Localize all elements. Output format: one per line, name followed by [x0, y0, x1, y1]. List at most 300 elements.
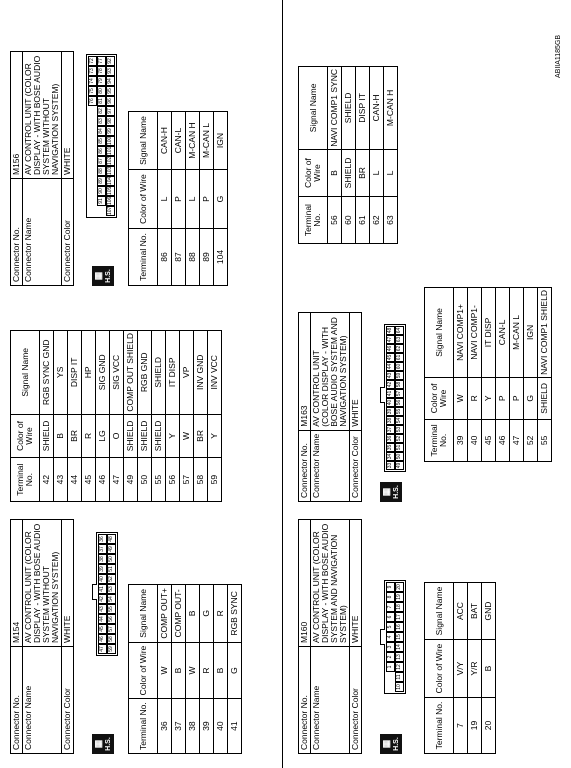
pin-cell: 8 [386, 592, 395, 602]
pin-cell: 64 [396, 327, 402, 334]
signal-name: SIG VCC [110, 331, 124, 415]
pin-cell: 86 [97, 146, 106, 156]
table-row [468, 288, 482, 462]
table-row [152, 331, 166, 502]
pin-cell: 53 [396, 426, 402, 433]
terminal-no: 49 [124, 458, 138, 502]
terminal-no: 39 [200, 699, 214, 754]
wire-color: G [228, 642, 242, 699]
signal-name: RGB SYNC [228, 585, 242, 643]
pin-cell: 48 [107, 534, 116, 544]
terminal-no: 44 [68, 458, 82, 502]
pin-cell: 4 [386, 632, 395, 642]
pin-cell: 2 [386, 652, 395, 662]
pin-cell: 39 [98, 564, 107, 574]
pin-cell: 17 [395, 612, 404, 622]
pin-cell: 41 [387, 390, 393, 397]
signal-name: RGB SYNC GND [40, 331, 54, 415]
terminal-no: 47 [510, 419, 524, 461]
pin-cell: 55 [396, 408, 402, 415]
pin-cell: 19 [395, 592, 404, 602]
signal-name: CAN-H [370, 67, 384, 150]
terminal-no-header: Terminal No. [299, 197, 328, 244]
pin-cell: 48 [387, 327, 393, 334]
pin-cell: 57 [107, 624, 116, 634]
connector-info-m156: Connector No. M156 Connector Name AV CONTROL UNIT (COLOR DISPLAY - WITH BOSE AUDIO SYSTEM WITHOUT NAVIGATION SYSTEM) Connector Color WHITE [10, 51, 74, 286]
terminal-no: 19 [468, 698, 482, 754]
pin-cell: 75 [88, 86, 97, 96]
pin-cell: 107 [107, 206, 113, 215]
pin-cell: 1 [386, 662, 395, 672]
table-row [482, 288, 496, 462]
pin-cell: 106 [107, 196, 113, 205]
table-row [510, 288, 524, 462]
terminal-no: 50 [138, 458, 152, 502]
wire-color: W [454, 377, 468, 419]
wire-color: P [510, 377, 524, 419]
terminal-no: 45 [482, 419, 496, 461]
signal-name-header: Signal Name [129, 585, 158, 643]
table-row [214, 585, 228, 754]
terminal-no: 37 [172, 699, 186, 754]
pin-cell: 51 [107, 564, 116, 574]
signal-name: M-CAN L [510, 288, 524, 378]
pin-cell: 98 [106, 116, 115, 126]
terminal-no: 42 [40, 458, 54, 502]
pin-cell: 45 [98, 624, 107, 634]
harness-side-icon: ▦ H.S. [380, 482, 402, 502]
connector-info-m160: Connector No. M160 Connector Name AV CONTROL UNIT (COLOR DISPLAY - WITH BOSE AUDIO SYSTEM AND NAVIGATION SYSTEM) Connector Color WHITE [298, 519, 362, 754]
terminal-no: 46 [496, 419, 510, 461]
signal-name: G [200, 585, 214, 643]
pin-cell: 52 [107, 574, 116, 584]
table-row [454, 583, 468, 754]
pin-cell: 38 [98, 554, 107, 564]
pin-cell: 40 [98, 574, 107, 584]
signal-name: COMP OUT- [172, 585, 186, 643]
pin-cell: 12 [395, 662, 404, 672]
connector-number: M160 [299, 520, 311, 647]
pin-cell: 93 [106, 66, 115, 76]
signal-name: HP [82, 331, 96, 415]
wire-color: G [524, 377, 538, 419]
wire-color: B [482, 640, 496, 698]
pin-cell: 79 [97, 76, 106, 86]
signal-name: CAN-L [496, 288, 510, 378]
pin-cell: 5 [386, 622, 395, 632]
connector-name: AV CONTROL UNIT (COLOR DISPLAY - WITH BOSE AUDIO SYSTEM AND NAVIGATION SYSTEM) [311, 520, 350, 647]
pin-cell: 102 [107, 156, 113, 165]
table-row [524, 288, 538, 462]
connector-panel-m156 [10, 24, 225, 286]
terminal-no: 36 [158, 699, 172, 754]
pin-cell: 37 [387, 426, 393, 433]
terminal-no: 86 [158, 229, 172, 286]
wire-color: SHIELD [538, 377, 552, 419]
wire-color: Y [482, 377, 496, 419]
pin-cell: 39 [387, 408, 393, 415]
terminal-table-m160 [424, 582, 496, 754]
wire-color: SHIELD [40, 414, 54, 458]
wire-color: B [172, 642, 186, 699]
pin-cell: 59 [107, 644, 116, 654]
pin-cell: 13 [395, 652, 404, 662]
signal-name: COMP OUT+ [158, 585, 172, 643]
table-row [68, 331, 82, 502]
pin-cell: 6 [386, 612, 395, 622]
signal-name: DISP IT [356, 67, 370, 150]
pin-cell: 77 [97, 56, 106, 66]
pin-cell: 43 [387, 372, 393, 379]
terminal-table-m163-continued [298, 66, 398, 244]
pin-cell: 50 [396, 453, 402, 460]
pin-cell: 58 [396, 381, 402, 388]
signal-name: M-CAN H [186, 112, 200, 170]
pin-cell: 35 [387, 444, 393, 451]
table-row [172, 112, 186, 286]
signal-name: INV VCC [208, 331, 222, 415]
connector-number: M156 [11, 52, 23, 179]
pin-cell: 41 [98, 584, 107, 594]
pin-cell: 42 [98, 594, 107, 604]
terminal-no: 55 [538, 419, 552, 461]
pin-cell: 60 [396, 363, 402, 370]
table-row [124, 331, 138, 502]
wire-color: Y/R [468, 640, 482, 698]
pin-cell: 33 [387, 462, 393, 469]
wire-color: V/Y [454, 640, 468, 698]
terminal-no-header: Terminal No. [425, 698, 454, 754]
wire-color: SHIELD [124, 414, 138, 458]
pin-cell: 57 [396, 390, 402, 397]
pin-cell: 82 [97, 106, 106, 116]
table-row [54, 331, 68, 502]
table-row [180, 331, 194, 502]
figure-id: ABIIA1185GB [555, 34, 562, 78]
pin-cell: 44 [98, 614, 107, 624]
signal-name: IGN [214, 112, 228, 170]
wire-color: W [158, 642, 172, 699]
wire-color: W [186, 642, 200, 699]
wire-color-header: Color of Wire [425, 640, 454, 698]
pin-cell: 80 [97, 86, 106, 96]
terminal-no-header: Terminal No. [129, 229, 158, 286]
signal-name: SHIELD [342, 67, 356, 150]
signal-name: M-CAN L [200, 112, 214, 170]
pin-cell: 43 [98, 604, 107, 614]
pin-cell: 50 [107, 554, 116, 564]
connector-color: WHITE [62, 52, 74, 179]
connector-info-m163: Connector No. M163 Connector Name AV CONTROL UNIT (COLOR DISPLAY - WITH BOSE AUDIO SYSTEM AND NAVIGATION SYSTEM) Connector Color WHITE [298, 312, 362, 502]
pin-cell: 54 [107, 594, 116, 604]
wire-color: SHIELD [152, 414, 166, 458]
signal-name-header: Signal Name [299, 67, 328, 150]
pin-cell: 53 [107, 584, 116, 594]
table-row [82, 331, 96, 502]
pin-cell: 83 [97, 116, 106, 126]
top-half [10, 24, 275, 754]
signal-name: NAVI COMP1 SYNC [328, 67, 342, 150]
wire-color: B [54, 414, 68, 458]
pin-cell: 103 [107, 166, 113, 175]
connector-number: M154 [11, 520, 23, 647]
table-row [370, 67, 384, 244]
pin-cell: 104 [107, 176, 113, 185]
terminal-no: 20 [482, 698, 496, 754]
table-row [138, 331, 152, 502]
wire-color-header: Color of Wire [11, 414, 40, 458]
signal-name: VP [180, 331, 194, 415]
pin-cell: 45 [387, 354, 393, 361]
pin-cell: 63 [396, 336, 402, 343]
wire-color: L [158, 170, 172, 229]
signal-name: INV GND [194, 331, 208, 415]
pin-cell: 40 [387, 399, 393, 406]
pin-cell: 52 [396, 435, 402, 442]
terminal-no: 43 [54, 458, 68, 502]
harness-side-icon: ▦ H.S. [92, 266, 114, 286]
connector-number: M163 [299, 313, 311, 431]
pin-cell: 74 [88, 76, 97, 86]
table-row [110, 331, 124, 502]
wire-color: G [214, 170, 228, 229]
pin-cell: 49 [396, 462, 402, 469]
pin-cell: 84 [97, 126, 106, 136]
table-row [342, 67, 356, 244]
terminal-no: 38 [186, 699, 200, 754]
table-row [538, 288, 552, 462]
harness-side-icon: ▦ H.S. [380, 734, 402, 754]
pin-cell: 89 [97, 176, 106, 186]
signal-name: COMP OUT SHIELD [124, 331, 138, 415]
pin-cell: 87 [97, 156, 106, 166]
terminal-no: 58 [194, 458, 208, 502]
terminal-no: 7 [454, 698, 468, 754]
pin-cell: 56 [396, 399, 402, 406]
terminal-no: 57 [180, 458, 194, 502]
wire-color: R [468, 377, 482, 419]
connector-name: AV CONTROL UNIT (COLOR DISPLAY - WITH BOSE AUDIO SYSTEM AND NAVIGATION SYSTEM) [311, 313, 350, 431]
signal-name: IGN [524, 288, 538, 378]
pin-cell: 95 [106, 86, 115, 96]
terminal-no: 46 [96, 458, 110, 502]
table-row [158, 585, 172, 754]
connector-color: WHITE [350, 313, 362, 431]
pin-cell: 7 [386, 602, 395, 612]
signal-name: SHIELD [152, 331, 166, 415]
table-row [158, 112, 172, 286]
wire-color: P [200, 170, 214, 229]
pin-cell: 20 [395, 582, 404, 592]
terminal-no: 88 [186, 229, 200, 286]
signal-name: BAT [468, 583, 482, 640]
harness-side-icon: ▦ H.S. [92, 734, 114, 754]
wire-color-header: Color of Wire [425, 377, 454, 419]
connector-name: AV CONTROL UNIT (COLOR DISPLAY - WITH BOSE AUDIO SYSTEM WITHOUT NAVIGATION SYSTEM) [23, 520, 62, 647]
terminal-no: 41 [228, 699, 242, 754]
table-row [96, 331, 110, 502]
connector-face-m156 [86, 54, 117, 218]
wire-color: L [384, 149, 398, 196]
pin-cell: 62 [396, 345, 402, 352]
wire-color: BR [68, 414, 82, 458]
pin-cell: 81 [97, 96, 106, 106]
connector-color: WHITE [350, 520, 362, 647]
terminal-no-header: Terminal No. [425, 419, 454, 461]
table-row [172, 585, 186, 754]
table-row [356, 67, 370, 244]
table-row [496, 288, 510, 462]
connector-panel-m154 [10, 509, 239, 754]
terminal-no: 87 [172, 229, 186, 286]
signal-name-header: Signal Name [129, 112, 158, 170]
wire-color: BR [356, 149, 370, 196]
pin-cell: 36 [387, 435, 393, 442]
signal-name: RGB GND [138, 331, 152, 415]
wire-color: B [328, 149, 342, 196]
connector-face-m154 [96, 532, 118, 656]
table-row [40, 331, 54, 502]
signal-name: NAVI COMP1 SHIELD [538, 288, 552, 378]
signal-name: CAN-H [158, 112, 172, 170]
terminal-no-header: Terminal No. [129, 699, 158, 754]
pin-cell: 76 [88, 96, 97, 106]
wire-color: O [110, 414, 124, 458]
signal-name: YS [54, 331, 68, 415]
wire-color: Y [208, 414, 222, 458]
signal-name: NAVI COMP1- [468, 288, 482, 378]
table-row [214, 112, 228, 286]
pin-cell: 55 [107, 604, 116, 614]
pin-cell: 47 [98, 644, 107, 654]
pin-cell: 15 [395, 632, 404, 642]
pin-cell: 47 [387, 336, 393, 343]
pin-cell: 94 [106, 76, 115, 86]
pin-cell: 14 [395, 642, 404, 652]
terminal-no: 56 [166, 458, 180, 502]
signal-name: DISP IT [68, 331, 82, 415]
wire-color: L [370, 149, 384, 196]
connector-color: WHITE [62, 520, 74, 647]
pin-cell: 38 [387, 417, 393, 424]
signal-name: NAVI COMP1+ [454, 288, 468, 378]
signal-name: GND [482, 583, 496, 640]
terminal-table-m154 [128, 584, 242, 754]
pin-cell: 10 [395, 682, 404, 692]
pin-cell: 61 [396, 354, 402, 361]
terminal-no: 104 [214, 229, 228, 286]
pin-cell: 49 [107, 544, 116, 554]
terminal-no-header: Terminal No. [11, 458, 40, 502]
table-row [328, 67, 342, 244]
terminal-no: 52 [524, 419, 538, 461]
pin-cell: 73 [88, 66, 97, 76]
pin-cell: 36 [98, 534, 107, 544]
table-row [186, 112, 200, 286]
terminal-table-m156 [128, 111, 228, 286]
pin-cell: 58 [107, 634, 116, 644]
connector-info-m154: Connector No. M154 Connector Name AV CONTROL UNIT (COLOR DISPLAY - WITH BOSE AUDIO SYSTEM WITHOUT NAVIGATION SYSTEM) Connector Color WHITE [10, 519, 74, 754]
wire-color: SHIELD [342, 149, 356, 196]
connector-face-m160 [384, 580, 406, 694]
pin-cell: 90 [97, 186, 106, 196]
terminal-no: 39 [454, 419, 468, 461]
pin-cell: 51 [396, 444, 402, 451]
pin-cell: 16 [395, 622, 404, 632]
pin-cell: 46 [98, 634, 107, 644]
pin-cell: 88 [97, 166, 106, 176]
signal-name-header: Signal Name [425, 583, 454, 640]
connector-face-m163 [384, 324, 406, 472]
terminal-no: 47 [110, 458, 124, 502]
pin-cell: 3 [386, 642, 395, 652]
table-row [468, 583, 482, 754]
connector-name: AV CONTROL UNIT (COLOR DISPLAY - WITH BOSE AUDIO SYSTEM WITHOUT NAVIGATION SYSTEM) [23, 52, 62, 179]
terminal-no: 60 [342, 197, 356, 244]
signal-name: SIG GND [96, 331, 110, 415]
pin-cell: 34 [387, 453, 393, 460]
table-row [166, 331, 180, 502]
pin-cell: 56 [107, 614, 116, 624]
pin-cell: 59 [396, 372, 402, 379]
wire-color: BR [194, 414, 208, 458]
wire-color: W [180, 414, 194, 458]
table-row [200, 112, 214, 286]
pin-cell: 37 [98, 544, 107, 554]
terminal-no: 45 [82, 458, 96, 502]
terminal-no: 89 [200, 229, 214, 286]
pin-cell: 72 [88, 56, 97, 66]
table-row [208, 331, 222, 502]
wire-color: L [186, 170, 200, 229]
pin-cell: 42 [387, 381, 393, 388]
terminal-table-m163 [424, 287, 552, 462]
wire-color: R [200, 642, 214, 699]
wire-color: SHIELD [138, 414, 152, 458]
signal-name: CAN-L [172, 112, 186, 170]
pin-cell: 18 [395, 602, 404, 612]
signal-name: B [186, 585, 200, 643]
pin-cell: 44 [387, 363, 393, 370]
signal-name-header: Signal Name [11, 331, 40, 415]
wire-color: P [496, 377, 510, 419]
pin-cell: 97 [106, 106, 115, 116]
signal-name: IT DISP [166, 331, 180, 415]
terminal-no: 40 [468, 419, 482, 461]
terminal-no: 62 [370, 197, 384, 244]
terminal-no: 61 [356, 197, 370, 244]
signal-name: M-CAN H [384, 67, 398, 150]
bottom-half [298, 24, 563, 754]
pin-cell: 105 [107, 186, 113, 195]
signal-name-header: Signal Name [425, 288, 454, 378]
table-row [454, 288, 468, 462]
pin-cell: 78 [97, 66, 106, 76]
pin-cell: 54 [396, 417, 402, 424]
terminal-no: 63 [384, 197, 398, 244]
terminal-no: 40 [214, 699, 228, 754]
table-row [186, 585, 200, 754]
wire-color-header: Color of Wire [129, 170, 158, 229]
pin-cell: 85 [97, 136, 106, 146]
connector-panel-m163 [298, 282, 549, 502]
pin-cell: 11 [395, 672, 404, 682]
pin-cell: 91 [97, 196, 106, 206]
pin-cell: 96 [106, 96, 115, 106]
wire-color: Y [166, 414, 180, 458]
wire-color: B [214, 642, 228, 699]
wire-color: LG [96, 414, 110, 458]
